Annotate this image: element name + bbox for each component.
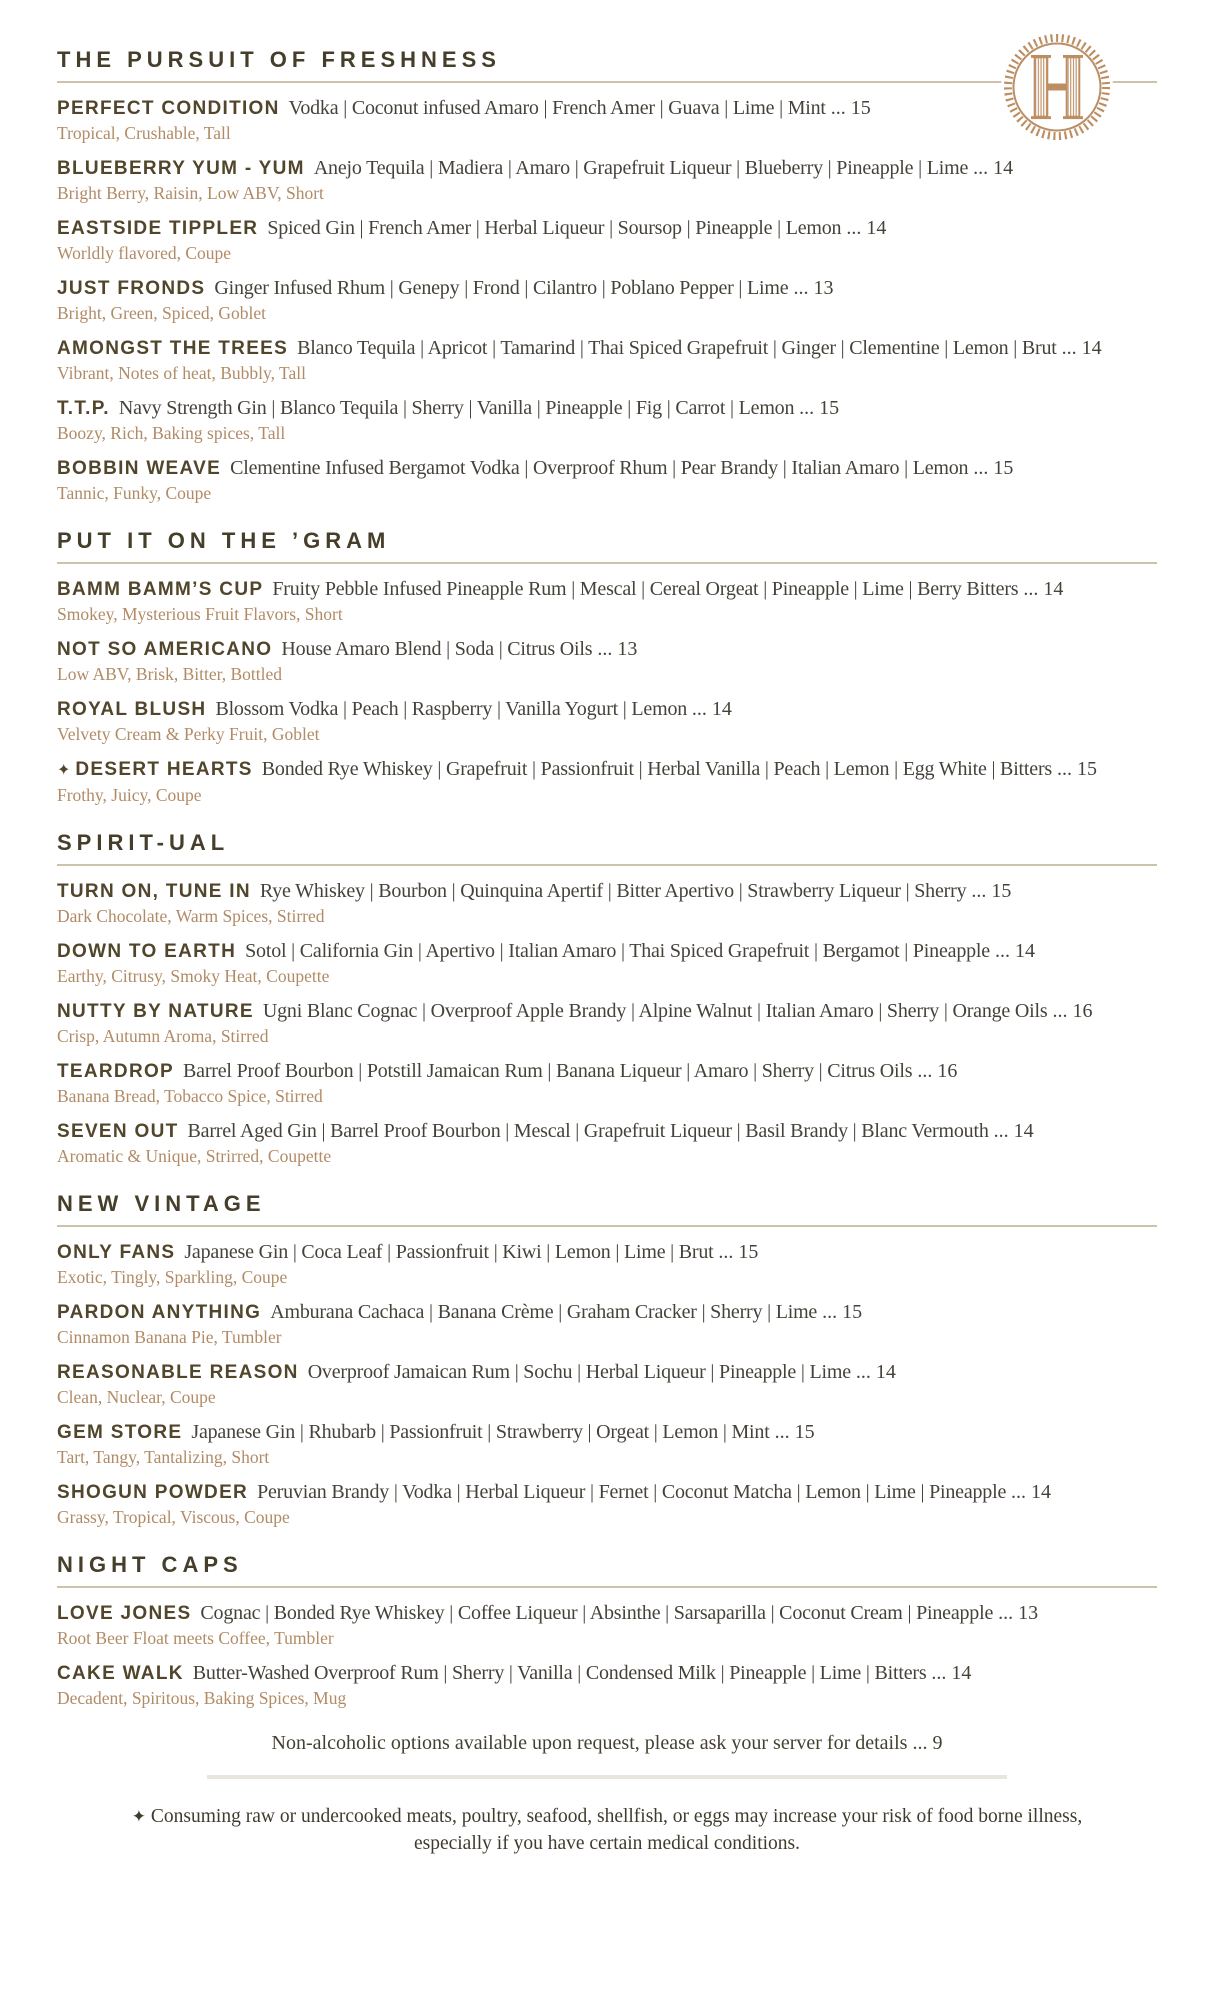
item-notes: Decadent, Spiritous, Baking Spices, Mug [57, 1688, 347, 1708]
star-marker-icon: ✦ [131, 1807, 147, 1826]
item-name: TURN ON, TUNE IN [57, 881, 251, 902]
item-line [57, 999, 1157, 1024]
non-alcoholic-note [57, 1732, 1157, 1755]
section-title: NEW VINTAGE [57, 1192, 1157, 1227]
star-marker-icon: ✦ [57, 762, 71, 779]
item-price: ... 14 [1062, 337, 1102, 359]
menu-item [57, 637, 1157, 684]
item-notes: Aromatic & Unique, Strirred, Coupette [57, 1146, 332, 1166]
item-ingredients: Fruity Pebble Infused Pineapple Rum | Mescal | Cereal Orgeat | Pineapple | Lime | Berry Bitters [272, 578, 1019, 600]
menu-item [57, 1661, 1157, 1708]
item-price: ... 15 [831, 97, 871, 119]
section-title: PUT IT ON THE ’GRAM [57, 529, 1157, 564]
item-line [57, 456, 1157, 481]
item-name: BOBBIN WEAVE [57, 458, 222, 479]
item-line [57, 1420, 1157, 1445]
item-notes: Bright Berry, Raisin, Low ABV, Short [57, 183, 324, 203]
item-notes: Tart, Tangy, Tantalizing, Short [57, 1447, 270, 1467]
item-price: ... 15 [775, 1421, 815, 1443]
item-notes: Crisp, Autumn Aroma, Stirred [57, 1026, 269, 1046]
non-alcoholic-note-text: Non-alcoholic options available upon request, please ask your server for details [271, 1732, 908, 1754]
menu-item [57, 939, 1157, 986]
item-price: ... 16 [1052, 1000, 1092, 1022]
menu-item [57, 697, 1157, 744]
item-price: ... 13 [597, 638, 637, 660]
menu-section [57, 48, 1157, 503]
item-line [57, 1661, 1157, 1686]
menu-section [57, 1553, 1157, 1708]
item-ingredients: Japanese Gin | Rhubarb | Passionfruit | Strawberry | Orgeat | Lemon | Mint [191, 1421, 770, 1443]
item-line [57, 276, 1157, 301]
item-name: DOWN TO EARTH [57, 941, 237, 962]
item-ingredients: Rye Whiskey | Bourbon | Quinquina Apertif | Bitter Apertivo | Strawberry Liqueur | Sherry [259, 880, 967, 902]
item-notes: Vibrant, Notes of heat, Bubbly, Tall [57, 363, 306, 383]
item-line [57, 336, 1157, 361]
item-name: T.T.P. [57, 398, 110, 419]
brand-logo [1000, 30, 1114, 144]
item-name: TEARDROP [57, 1061, 175, 1082]
item-line [57, 156, 1157, 181]
footer-divider [207, 1775, 1007, 1779]
item-price: ... 15 [822, 1301, 862, 1323]
item-line [57, 1601, 1157, 1626]
item-ingredients: Peruvian Brandy | Vodka | Herbal Liqueur | Fernet | Coconut Matcha | Lemon | Lime | Pineapple [257, 1481, 1011, 1503]
menu-item [57, 1480, 1157, 1527]
item-price: ... 13 [793, 277, 833, 299]
item-price: ... 14 [1023, 578, 1063, 600]
item-notes: Banana Bread, Tobacco Spice, Stirred [57, 1086, 323, 1106]
menu-item [57, 999, 1157, 1046]
item-ingredients: Japanese Gin | Coca Leaf | Passionfruit | Kiwi | Lemon | Lime | Brut [184, 1241, 719, 1263]
h-monogram-icon [1000, 30, 1114, 144]
item-ingredients: Ugni Blanc Cognac | Overproof Apple Brandy | Alpine Walnut | Italian Amaro | Sherry | Orange Oils [262, 1000, 1048, 1022]
section-title: SPIRIT-UAL [57, 831, 1157, 866]
item-price: ... 15 [718, 1241, 758, 1263]
menu-item [57, 156, 1157, 203]
item-name: ONLY FANS [57, 1242, 176, 1263]
item-notes: Worldly flavored, Coupe [57, 243, 232, 263]
item-ingredients: Anejo Tequila | Madiera | Amaro | Grapefruit Liqueur | Blueberry | Pineapple | Lime [313, 157, 969, 179]
item-price: ... 13 [998, 1602, 1038, 1624]
menu-item [57, 216, 1157, 263]
item-line [57, 396, 1157, 421]
item-ingredients: Spiced Gin | French Amer | Herbal Liqueur | Soursop | Pineapple | Lemon [267, 217, 842, 239]
item-name: JUST FRONDS [57, 278, 206, 299]
menu-item [57, 1420, 1157, 1467]
item-notes: Exotic, Tingly, Sparkling, Coupe [57, 1267, 288, 1287]
item-name: AMONGST THE TREES [57, 338, 289, 359]
menu-item [57, 336, 1157, 383]
item-line [57, 697, 1157, 722]
item-name: PERFECT CONDITION [57, 98, 280, 119]
item-line [57, 577, 1157, 602]
item-price: ... 14 [973, 157, 1013, 179]
item-price: ... 15 [973, 457, 1013, 479]
item-ingredients: Butter-Washed Overproof Rum | Sherry | Vanilla | Condensed Milk | Pineapple | Lime | Bitters [192, 1662, 927, 1684]
item-price: ... 15 [971, 880, 1011, 902]
item-line [57, 96, 1157, 121]
item-ingredients: Vodka | Coconut infused Amaro | French Amer | Guava | Lime | Mint [288, 97, 826, 119]
section-title: NIGHT CAPS [57, 1553, 1157, 1588]
menu-item [57, 456, 1157, 503]
item-price: ... 15 [799, 397, 839, 419]
raw-food-disclaimer [117, 1803, 1097, 1857]
menu-section [57, 831, 1157, 1166]
menu-item [57, 1360, 1157, 1407]
item-line [57, 1240, 1157, 1265]
item-name: GEM STORE [57, 1422, 183, 1443]
item-price: ... 14 [1011, 1481, 1051, 1503]
item-ingredients: Blanco Tequila | Apricot | Tamarind | Thai Spiced Grapefruit | Ginger | Clementine | Lemon | Brut [297, 337, 1057, 359]
item-ingredients: Clementine Infused Bergamot Vodka | Overproof Rhum | Pear Brandy | Italian Amaro | Lemon [230, 457, 969, 479]
item-ingredients: Navy Strength Gin | Blanco Tequila | Sherry | Vanilla | Pineapple | Fig | Carrot | Lemon [118, 397, 800, 419]
item-line [57, 1360, 1157, 1385]
item-line [57, 216, 1157, 241]
item-notes: Low ABV, Brisk, Bitter, Bottled [57, 664, 283, 684]
item-line [57, 637, 1157, 662]
item-price: ... 15 [1057, 758, 1097, 780]
menu-item [57, 577, 1157, 624]
item-ingredients: Blossom Vodka | Peach | Raspberry | Vanilla Yogurt | Lemon [215, 698, 692, 720]
menu-item [57, 276, 1157, 323]
item-notes: Cinnamon Banana Pie, Tumbler [57, 1327, 282, 1347]
item-name: PARDON ANYTHING [57, 1302, 262, 1323]
menu-section [57, 529, 1157, 805]
menu-item [57, 1240, 1157, 1287]
item-ingredients: Amburana Cachaca | Banana Crème | Graham Cracker | Sherry | Lime [270, 1301, 818, 1323]
menu-item [57, 1601, 1157, 1648]
menu-item [57, 757, 1157, 805]
item-name: SHOGUN POWDER [57, 1482, 249, 1503]
item-line [57, 1480, 1157, 1505]
menu-item [57, 96, 1157, 143]
item-price: ... 14 [692, 698, 732, 720]
item-line [57, 1119, 1157, 1144]
menu-sections [57, 48, 1157, 1708]
item-price: ... 14 [846, 217, 886, 239]
menu-item [57, 1119, 1157, 1166]
item-ingredients: Barrel Proof Bourbon | Potstill Jamaican Rum | Banana Liqueur | Amaro | Sherry | Citrus Oils [183, 1060, 913, 1082]
item-name: ROYAL BLUSH [57, 699, 207, 720]
item-notes: Tropical, Crushable, Tall [57, 123, 231, 143]
item-notes: Boozy, Rich, Baking spices, Tall [57, 423, 286, 443]
menu-section [57, 1192, 1157, 1527]
item-ingredients: Bonded Rye Whiskey | Grapefruit | Passionfruit | Herbal Vanilla | Peach | Lemon | Egg White | Bitters [261, 758, 1052, 780]
item-notes: Grassy, Tropical, Viscous, Coupe [57, 1507, 290, 1527]
item-notes: Clean, Nuclear, Coupe [57, 1387, 216, 1407]
item-price: ... 14 [931, 1662, 971, 1684]
item-ingredients: Cognac | Bonded Rye Whiskey | Coffee Liqueur | Absinthe | Sarsaparilla | Coconut Cream | Pineapple [200, 1602, 994, 1624]
item-notes: Bright, Green, Spiced, Goblet [57, 303, 266, 323]
item-notes: Smokey, Mysterious Fruit Flavors, Short [57, 604, 343, 624]
item-name: BLUEBERRY YUM - YUM [57, 158, 305, 179]
section-title: THE PURSUIT OF FRESHNESS [57, 48, 1157, 83]
item-name: LOVE JONES [57, 1603, 192, 1624]
item-notes: Root Beer Float meets Coffee, Tumbler [57, 1628, 334, 1648]
item-price: ... 16 [917, 1060, 957, 1082]
menu-item [57, 1059, 1157, 1106]
raw-food-disclaimer-text: Consuming raw or undercooked meats, poultry, seafood, shellfish, or eggs may increase your risk of food borne illness, especially if you have certain medical conditions. [150, 1806, 1083, 1854]
item-line [57, 1059, 1157, 1084]
item-notes: Frothy, Juicy, Coupe [57, 785, 202, 805]
item-line [57, 879, 1157, 904]
item-name: SEVEN OUT [57, 1121, 179, 1142]
item-name: CAKE WALK [57, 1663, 184, 1684]
item-line [57, 757, 1157, 783]
item-ingredients: Sotol | California Gin | Apertivo | Italian Amaro | Thai Spiced Grapefruit | Bergamot | Pineapple [245, 940, 990, 962]
item-price: ... 14 [994, 1120, 1034, 1142]
non-alcoholic-price: ... 9 [912, 1732, 942, 1754]
item-notes: Dark Chocolate, Warm Spices, Stirred [57, 906, 325, 926]
item-ingredients: House Amaro Blend | Soda | Citrus Oils [281, 638, 593, 660]
item-notes: Velvety Cream & Perky Fruit, Goblet [57, 724, 320, 744]
menu-item [57, 396, 1157, 443]
item-name: NOT SO AMERICANO [57, 639, 273, 660]
item-name: EASTSIDE TIPPLER [57, 218, 259, 239]
item-notes: Earthy, Citrusy, Smoky Heat, Coupette [57, 966, 330, 986]
item-ingredients: Overproof Jamaican Rum | Sochu | Herbal Liqueur | Pineapple | Lime [307, 1361, 851, 1383]
item-line [57, 939, 1157, 964]
item-price: ... 14 [995, 940, 1035, 962]
menu-item [57, 1300, 1157, 1347]
item-ingredients: Ginger Infused Rhum | Genepy | Frond | Cilantro | Poblano Pepper | Lime [214, 277, 789, 299]
item-name: REASONABLE REASON [57, 1362, 299, 1383]
item-ingredients: Barrel Aged Gin | Barrel Proof Bourbon | Mescal | Grapefruit Liqueur | Basil Brandy | Blanc Vermouth [187, 1120, 989, 1142]
item-price: ... 14 [856, 1361, 896, 1383]
menu-item [57, 879, 1157, 926]
item-name: BAMM BAMM’S CUP [57, 579, 264, 600]
item-notes: Tannic, Funky, Coupe [57, 483, 212, 503]
item-line [57, 1300, 1157, 1325]
item-name: NUTTY BY NATURE [57, 1001, 254, 1022]
item-name: DESERT HEARTS [75, 759, 253, 780]
